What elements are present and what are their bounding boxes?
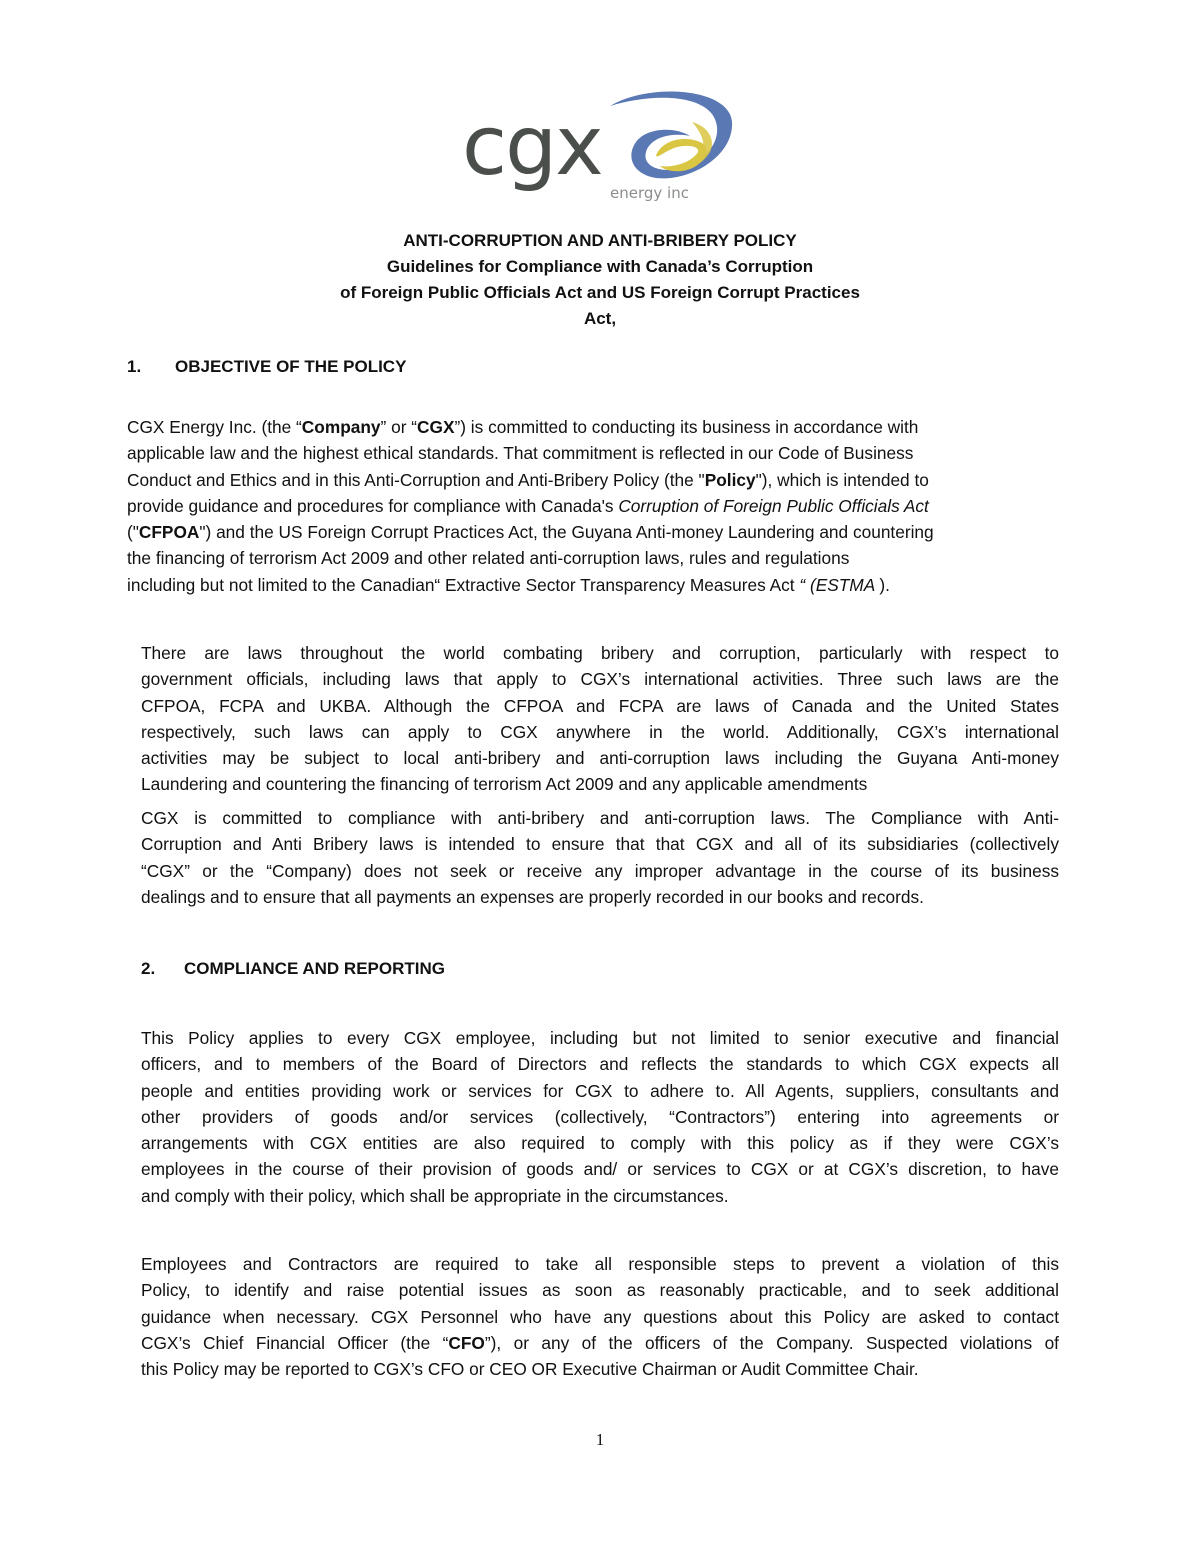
section-2-number: 2. (141, 959, 156, 978)
section-1-paragraph-3 (141, 805, 1059, 910)
paragraph-line: Corruption and Anti Bribery laws is intended to ensure that that CGX and all of its subsidiaries (collectively (141, 834, 1059, 855)
paragraph-line: and comply with their policy, which shall be appropriate in the circumstances. (141, 1185, 729, 1206)
section-2-paragraph-2 (141, 1251, 1059, 1382)
section-1-title: OBJECTIVE OF THE POLICY (175, 357, 407, 376)
paragraph-line: CFPOA, FCPA and UKBA. Although the CFPOA and FCPA are laws of Canada and the United States (141, 695, 1059, 716)
paragraph-line: dealings and to ensure that all payments an expenses are properly recorded in our books and records. (141, 886, 924, 907)
section-1-number: 1. (127, 357, 142, 376)
document-title (0, 228, 1200, 332)
paragraph-line: this Policy may be reported to CGX’s CFO or CEO OR Executive Chairman or Audit Committee Chair. (141, 1359, 919, 1380)
title-line-3: of Foreign Public Officials Act and US Foreign Corrupt Practices (340, 283, 860, 302)
paragraph-line: CGX is committed to compliance with anti-bribery and anti-corruption laws. The Compliance with Anti- (141, 808, 1059, 828)
paragraph-line: guidance when necessary. CGX Personnel who have any questions about this Policy are asked to contact (141, 1306, 1059, 1327)
logo-blue-swoosh (610, 91, 732, 178)
paragraph-line: Conduct and Ethics and in this Anti-Corruption and Anti-Bribery Policy (the "Policy"), which is intended to (127, 469, 929, 490)
section-1-heading (127, 354, 406, 380)
section-2-title: COMPLIANCE AND REPORTING (184, 959, 445, 978)
paragraph-line: Laundering and countering the financing of terrorism Act 2009 and any applicable amendments (141, 774, 868, 795)
logo-tagline: energy inc (610, 184, 689, 202)
title-line-4: Act, (583, 309, 617, 328)
paragraph-line: CGX Energy Inc. (the “Company” or “CGX”) is committed to conducting its business in accordance with (127, 417, 919, 437)
paragraph-line: CGX’s Chief Financial Officer (the “CFO”), or any of the officers of the Company. Suspected violations of (141, 1332, 1059, 1353)
logo-wordmark: cgx (462, 99, 602, 194)
paragraph-line: government officials, including laws that apply to CGX’s international activities. Three such laws are the (141, 669, 1059, 690)
paragraph-line: officers, and to members of the Board of Directors and reflects the standards to which CGX expects all (141, 1054, 1059, 1075)
paragraph-line: Employees and Contractors are required to take all responsible steps to prevent a violation of this (141, 1254, 1059, 1274)
paragraph-line: people and entities providing work or services for CGX to adhere to. All Agents, suppliers, consultants and (141, 1080, 1059, 1101)
paragraph-line: provide guidance and procedures for compliance with Canada's Corruption of Foreign Public Officials Act (127, 495, 929, 516)
section-2-paragraph-1 (141, 1025, 1059, 1209)
paragraph-line: respectively, such laws can apply to CGX anywhere in the world. Additionally, CGX’s international (141, 721, 1059, 742)
title-line-2: Guidelines for Compliance with Canada’s Corruption (386, 257, 814, 276)
cgx-energy-logo (460, 86, 740, 204)
paragraph-line: applicable law and the highest ethical standards. That commitment is reflected in our Code of Business (127, 443, 914, 464)
section-2-heading (141, 956, 445, 982)
paragraph-line: “CGX” or the “Company) does not seek or receive any improper advantage in the course of its business (141, 860, 1059, 881)
paragraph-line: activities may be subject to local anti-bribery and anti-corruption laws including the Guyana Anti-money (141, 748, 1059, 769)
title-line-1: ANTI-CORRUPTION AND ANTI-BRIBERY POLICY (403, 231, 797, 250)
paragraph-line: Policy, to identify and raise potential issues as soon as reasonably practicable, and to seek additional (141, 1280, 1059, 1301)
paragraph-line: This Policy applies to every CGX employee, including but not limited to senior executive and financial (141, 1028, 1059, 1048)
page-number: 1 (595, 1430, 605, 1449)
paragraph-line: ("CFPOA") and the US Foreign Corrupt Practices Act, the Guyana Anti-money Laundering and countering (127, 522, 934, 543)
cgx-logo-graphic (460, 86, 740, 204)
section-1-paragraph-2 (141, 640, 1059, 798)
paragraph-line: arrangements with CGX entities are also required to comply with this policy as if they were CGX’s (141, 1133, 1059, 1154)
paragraph-line: the financing of terrorism Act 2009 and other related anti-corruption laws, rules and regulations (127, 548, 850, 569)
paragraph-line: other providers of goods and/or services (collectively, “Contractors”) entering into agreements or (141, 1106, 1059, 1127)
paragraph-line: employees in the course of their provision of goods and/ or services to CGX or at CGX’s discretion, to have (141, 1159, 1059, 1180)
paragraph-line: There are laws throughout the world combating bribery and corruption, particularly with respect to (141, 643, 1059, 663)
section-1-paragraph-1 (127, 414, 1067, 598)
paragraph-line: including but not limited to the Canadian“ Extractive Sector Transparency Measures Act “ (ESTMA ). (127, 574, 890, 595)
